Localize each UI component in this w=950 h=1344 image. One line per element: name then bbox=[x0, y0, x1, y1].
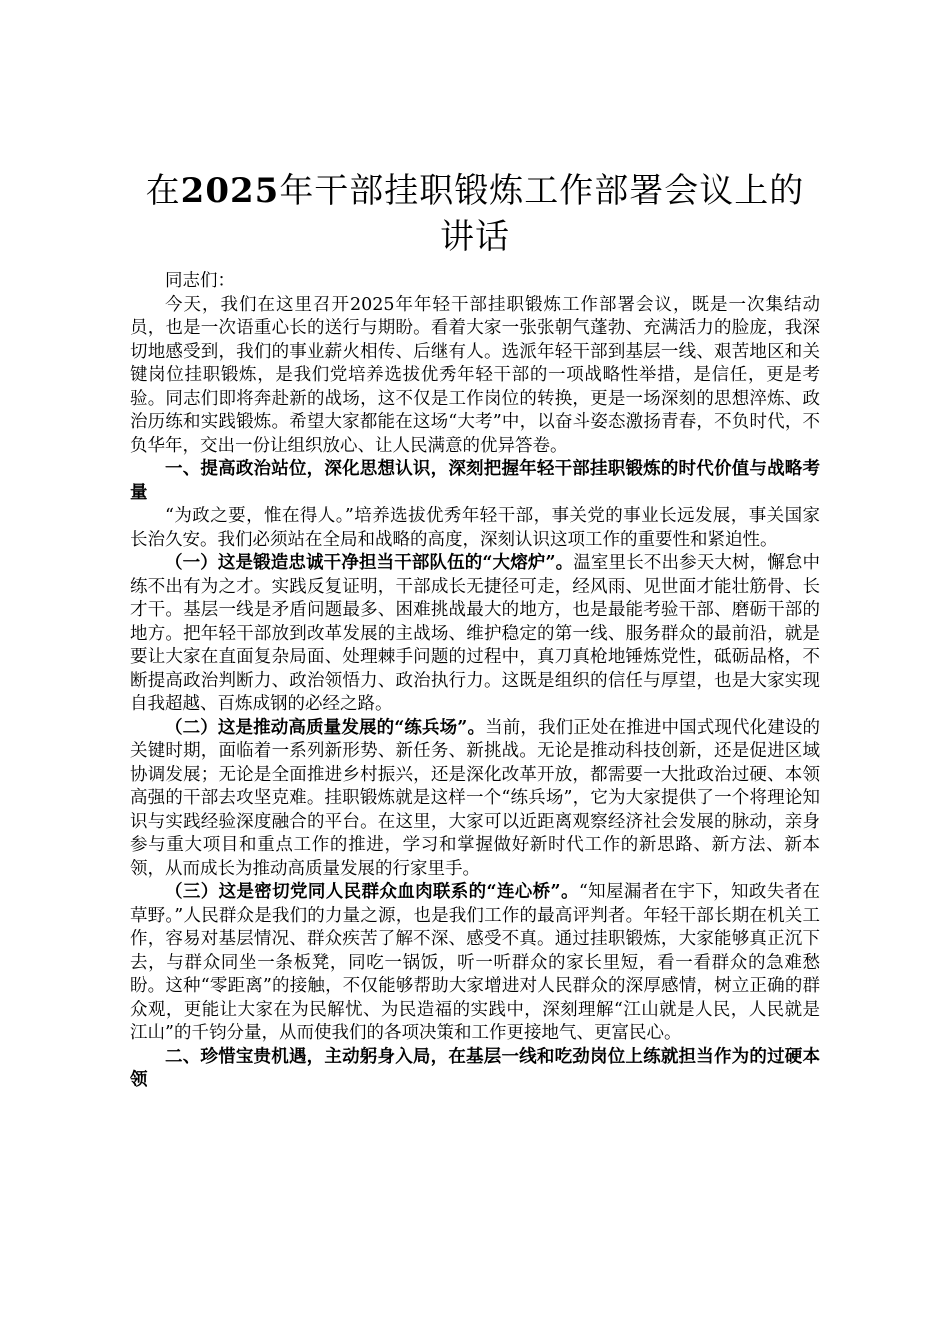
document-title bbox=[130, 168, 820, 260]
point-2-body: 当前，我们正处在推进中国式现代化建设的关键时期，面临着一系列新形势、新任务、新挑战。无论是推动科技创新，还是促进区域协调发展；无论是全面推进乡村振兴，还是深化改革开放，都需要一大批政治过硬、本领高强的干部去攻坚克难。挂职锻炼就是这样一个“练兵场”，它为大家提供了一个将理论知识与实践经验深度融合的平台。在这里，大家可以近距离观察经济社会发展的脉动，亲身参与重大项目和重点工作的推进，学习和掌握做好新时代工作的新思路、新方法、新本领，从而成长为推动高质量发展的行家里手。 bbox=[130, 717, 821, 879]
title-year: 2025 bbox=[180, 171, 280, 211]
section-1-heading: 一、提高政治站位，深化思想认识，深刻把握年轻干部挂职锻炼的时代价值与战略考量 bbox=[130, 459, 820, 503]
section-1-intro: “为政之要，惟在得人。”培养选拔优秀年轻干部，事关党的事业长远发展，事关国家长治久安。我们必须站在全局和战略的高度，深刻认识这项工作的重要性和紧迫性。 bbox=[130, 506, 820, 550]
point-3-lead: （三）这是密切党同人民群众血肉联系的“连心桥”。 bbox=[165, 882, 579, 902]
title-suffix: 年干部挂职锻炼工作部署会议上的讲话 bbox=[279, 171, 805, 257]
intro-paragraph: 今天，我们在这里召开2025年年轻干部挂职锻炼工作部署会议，既是一次集结动员，也是一次语重心长的送行与期盼。看着大家一张张朝气蓬勃、充满活力的脸庞，我深切地感受到，我们的事业薪火相传、后继有人。选派年轻干部到基层一线、艰苦地区和关键岗位挂职锻炼，是我们党培养选拔优秀年轻干部的一项战略性举措，是信任，更是考验。同志们即将奔赴新的战场，这不仅是工作岗位的转换，更是一场深刻的思想淬炼、政治历练和实践锻炼。希望大家都能在这场“大考”中，以奋斗姿态激扬青春，不负时代，不负华年，交出一份让组织放心、让人民满意的优异答卷。 bbox=[130, 294, 820, 456]
document-page bbox=[130, 168, 820, 1093]
point-2-paragraph bbox=[130, 717, 820, 882]
point-1-paragraph bbox=[130, 552, 820, 717]
point-3-body: “知屋漏者在宇下，知政失者在草野。”人民群众是我们的力量之源，也是我们工作的最高评判者。年轻干部长期在机关工作，容易对基层情况、群众疾苦了解不深、感受不真。通过挂职锻炼，大家能够真正沉下去，与群众同坐一条板凳，同吃一锅饭，听一听群众的家长里短，看一看群众的急难愁盼。这种“零距离”的接触，不仅能够帮助大家增进对人民群众的深厚感情，树立正确的群众观，更能让大家在为民解忧、为民造福的实践中，深刻理解“江山就是人民，人民就是江山”的千钧分量，从而使我们的各项决策和工作更接地气、更富民心。 bbox=[130, 882, 820, 1043]
salutation: 同志们： bbox=[165, 271, 235, 291]
point-1-body: 温室里长不出参天大树，懈怠中练不出有为之才。实践反复证明，干部成长无捷径可走，经风雨、见世面才能壮筋骨、长才干。基层一线是矛盾问题最多、困难挑战最大的地方，也是最能考验干部、磨砺干部的地方。把年轻干部放到改革发展的主战场、维护稳定的第一线、服务群众的最前沿，就是要让大家在直面复杂局面、处理棘手问题的过程中，真刀真枪地锤炼党性，砥砺品格，不断提高政治判断力、政治领悟力、政治执行力。这既是组织的信任与厚望，也是大家实现自我超越、百炼成钢的必经之路。 bbox=[130, 553, 821, 714]
point-2-lead: （二）这是推动高质量发展的“练兵场”。 bbox=[165, 717, 486, 738]
title-prefix: 在 bbox=[145, 171, 181, 211]
section-2-heading: 二、珍惜宝贵机遇，主动躬身入局，在基层一线和吃劲岗位上练就担当作为的过硬本领 bbox=[130, 1046, 820, 1090]
point-3-paragraph bbox=[130, 881, 820, 1046]
point-1-lead: （一）这是锻造忠诚干净担当干部队伍的“大熔炉”。 bbox=[165, 553, 574, 573]
